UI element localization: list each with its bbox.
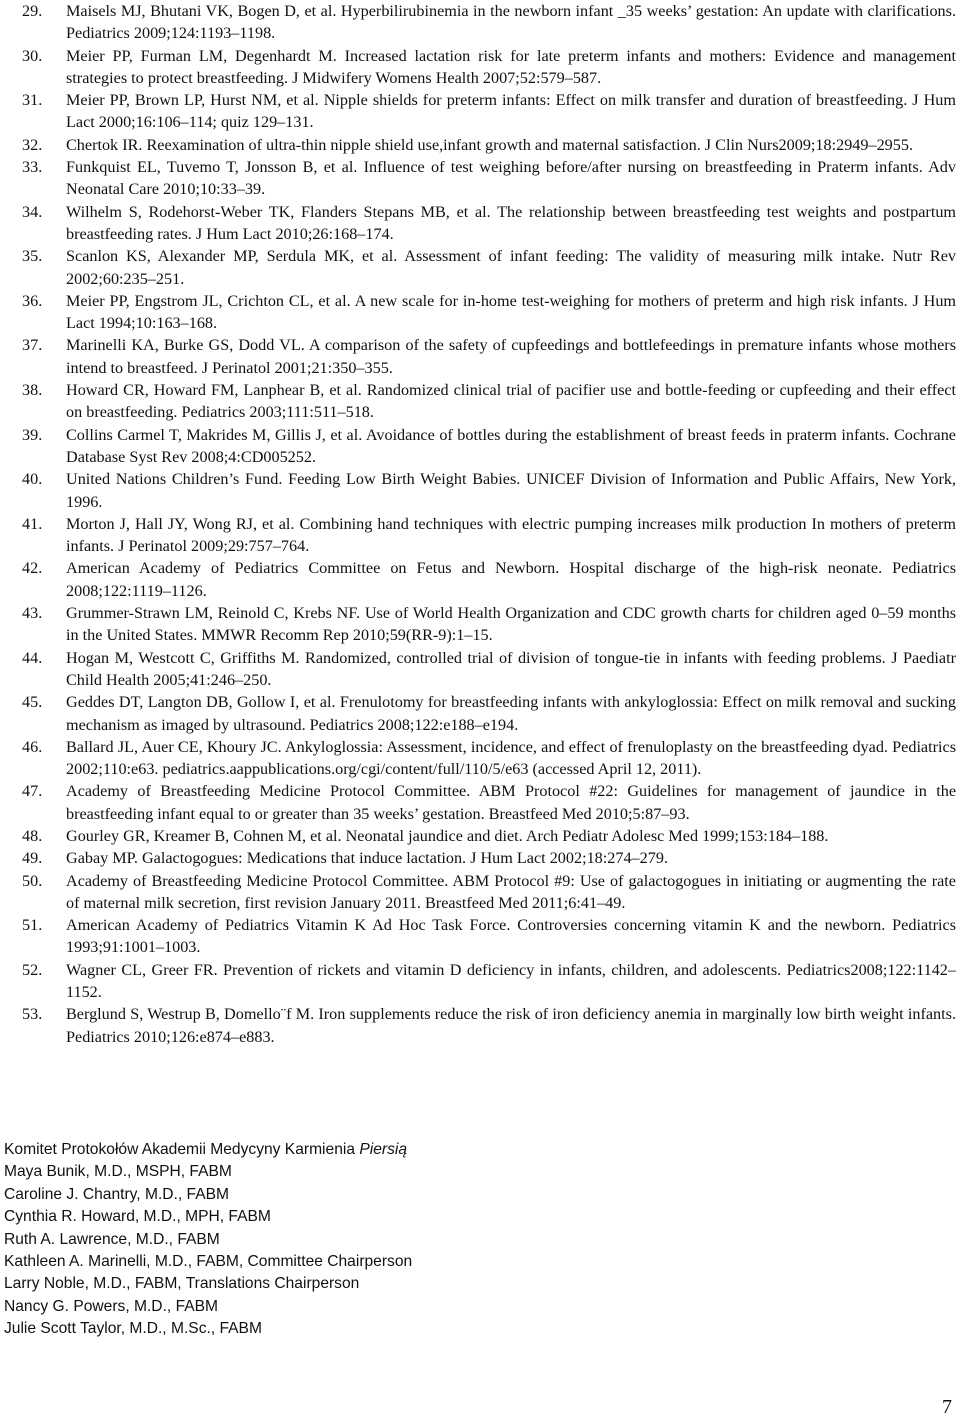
reference-text: Grummer-Strawn LM, Reinold C, Krebs NF. Use of World Health Organization and CDC growth charts for children aged 0–59 months in the United States. MMWR Recomm Rep 2010;59(RR-9):1–15. <box>66 604 956 645</box>
reference-text: Gourley GR, Kreamer B, Cohnen M, et al. Neonatal jaundice and diet. Arch Pediatr Adolesc Med 1999;153:184–188. <box>66 826 829 845</box>
reference-text: United Nations Children’s Fund. Feeding Low Birth Weight Babies. UNICEF Division of Information and Public Affairs, New York, 1996. <box>66 470 956 511</box>
reference-text: Berglund S, Westrup B, Domello¨f M. Iron supplements reduce the risk of iron deficiency anemia in marginally low birth weight infants. Pediatrics 2010;126:e874–e883. <box>66 1005 956 1046</box>
reference-number: 44. <box>22 648 43 667</box>
reference-item <box>0 736 960 781</box>
reference-number: 47. <box>22 782 43 801</box>
committee-member: Caroline J. Chantry, M.D., FABM <box>4 1185 230 1203</box>
reference-item <box>0 959 960 1004</box>
reference-text: Gabay MP. Galactogogues: Medications that induce lactation. J Hum Lact 2002;18:274–279. <box>66 849 668 868</box>
reference-text: Scanlon KS, Alexander MP, Serdula MK, et al. Assessment of infant feeding: The validity of measuring milk intake. Nutr Rev 2002;60:235–251. <box>66 247 956 288</box>
reference-item <box>0 468 960 513</box>
reference-item <box>0 156 960 201</box>
reference-text: Wilhelm S, Rodehorst-Weber TK, Flanders Stepans MB, et al. The relationship between breastfeeding test weights and postpartum breastfeeding rates. J Hum Lact 2010;26:168–174. <box>66 202 956 243</box>
reference-text: Howard CR, Howard FM, Lanphear B, et al. Randomized clinical trial of pacifier use and bottle-feeding or cupfeeding and their effect on breastfeeding. Pediatrics 2003;111:511–518. <box>66 381 956 422</box>
reference-number: 39. <box>22 425 43 444</box>
reference-text: Ballard JL, Auer CE, Khoury JC. Ankyloglossia: Assessment, incidence, and effect of frenuloplasty on the breastfeeding dyad. Pediatrics 2002;110:e63. pediatrics.aappublications.org/cgi/content/full/110/5/e63 (accessed April 12, 2011). <box>66 737 956 779</box>
reference-item <box>0 290 960 335</box>
reference-text: Meier PP, Furman LM, Degenhardt M. Increased lactation risk for late preterm infants and mothers: Evidence and management strategies to protect breastfeeding. J Midwifery Womens Health 2007;52:579–587. <box>66 46 956 87</box>
committee-member: Maya Bunik, M.D., MSPH, FABM <box>4 1163 232 1181</box>
reference-item <box>0 201 960 246</box>
reference-item <box>0 825 960 847</box>
committee-member: Larry Noble, M.D., FABM, Translations Chairperson <box>4 1275 360 1293</box>
reference-item <box>0 0 960 45</box>
reference-item <box>0 424 960 469</box>
reference-number: 42. <box>22 559 43 578</box>
reference-item <box>0 89 960 134</box>
reference-text: Marinelli KA, Burke GS, Dodd VL. A comparison of the safety of cupfeedings and bottlefeedings in premature infants whose mothers intend to breastfeed. J Perinatol 2001;21:350–355. <box>66 336 956 377</box>
reference-text: Meier PP, Brown LP, Hurst NM, et al. Nipple shields for preterm infants: Effect on milk transfer and duration of breastfeeding. J Hum Lact 2000;16:106–114; quiz 129–131. <box>66 91 956 132</box>
reference-item <box>0 557 960 602</box>
committee-member: Ruth A. Lawrence, M.D., FABM <box>4 1230 220 1248</box>
reference-text: Chertok IR. Reexamination of ultra-thin nipple shield use,infant growth and maternal satisfaction. J Clin Nurs2009;18:2949–2955. <box>66 135 913 154</box>
reference-number: 31. <box>22 91 43 110</box>
reference-number: 36. <box>22 291 43 310</box>
reference-text: Collins Carmel T, Makrides M, Gillis J, et al. Avoidance of bottles during the establishment of breast feeds in praterm infants. Cochrane Database Syst Rev 2008;4:CD005252. <box>66 425 956 466</box>
reference-number: 29. <box>22 2 43 20</box>
reference-item <box>0 1003 960 1048</box>
reference-item <box>0 602 960 647</box>
reference-number: 38. <box>22 381 43 400</box>
reference-number: 45. <box>22 693 43 712</box>
reference-number: 51. <box>22 916 43 935</box>
reference-text: Meier PP, Engstrom JL, Crichton CL, et al. A new scale for in-home test-weighing for mothers of preterm and high risk infants. J Hum Lact 1994;10:163–168. <box>66 291 956 333</box>
reference-number: 52. <box>22 960 43 979</box>
reference-text: Academy of Breastfeeding Medicine Protocol Committee. ABM Protocol #9: Use of galactogogues in initiating or augmenting the rate of maternal milk secretion, first revision January 2011. Breastfeed Med 2011;6:41–49. <box>66 871 956 912</box>
reference-item <box>0 914 960 959</box>
reference-item <box>0 45 960 90</box>
committee-member: Julie Scott Taylor, M.D., M.Sc., FABM <box>4 1320 262 1338</box>
reference-number: 43. <box>22 604 43 623</box>
committee-heading-main: Komitet Protokołów Akademii Medycyny Karmienia <box>4 1141 360 1158</box>
committee-heading-italic: Piersią <box>359 1141 408 1158</box>
reference-number: 49. <box>22 849 43 868</box>
reference-number: 50. <box>22 871 43 890</box>
reference-item <box>0 870 960 915</box>
reference-number: 48. <box>22 826 43 845</box>
reference-number: 46. <box>22 737 43 756</box>
reference-text: Morton J, Hall JY, Wong RJ, et al. Combining hand techniques with electric pumping increases milk production In mothers of preterm infants. J Perinatol 2009;29:757–764. <box>66 514 956 556</box>
reference-number: 34. <box>22 202 43 221</box>
reference-item <box>0 691 960 736</box>
reference-text: Academy of Breastfeeding Medicine Protocol Committee. ABM Protocol #22: Guidelines for management of jaundice in the breastfeeding infant equal to or greater than 35 weeks’ gestation. Breastfeed Med 2010;5:87–93. <box>66 782 956 823</box>
reference-text: American Academy of Pediatrics Vitamin K Ad Hoc Task Force. Controversies concerning vitamin K and the newborn. Pediatrics 1993;91:1001–1003. <box>66 916 956 957</box>
committee-member: Cynthia R. Howard, M.D., MPH, FABM <box>4 1208 271 1226</box>
committee-heading <box>4 1139 412 1161</box>
page-number: 7 <box>942 1396 952 1418</box>
reference-text: Hogan M, Westcott C, Griffiths M. Randomized, controlled trial of division of tongue-tie in infants with feeding problems. J Paediatr Child Health 2005;41:246–250. <box>66 648 956 689</box>
committee-section <box>4 1139 412 1341</box>
reference-number: 32. <box>22 135 43 154</box>
reference-number: 30. <box>22 46 43 65</box>
reference-item <box>0 647 960 692</box>
reference-text: Geddes DT, Langton DB, Gollow I, et al. Frenulotomy for breastfeeding infants with ankyloglossia: Effect on milk removal and sucking mechanism as imaged by ultrasound. Pediatrics 2008;122:e188–e194. <box>66 693 956 734</box>
reference-text: Wagner CL, Greer FR. Prevention of rickets and vitamin D deficiency in infants, children, and adolescents. Pediatrics2008;122:1142–1152. <box>66 960 956 1002</box>
reference-number: 33. <box>22 158 43 177</box>
reference-item <box>0 847 960 869</box>
reference-item <box>0 513 960 558</box>
reference-number: 41. <box>22 514 43 533</box>
reference-item <box>0 245 960 290</box>
reference-item <box>0 379 960 424</box>
reference-number: 37. <box>22 336 43 355</box>
reference-item <box>0 134 960 156</box>
reference-number: 53. <box>22 1005 43 1024</box>
reference-text: Maisels MJ, Bhutani VK, Bogen D, et al. Hyperbilirubinemia in the newborn infant _35 weeks’ gestation: An update with clarifications. Pediatrics 2009;124:1193–1198. <box>66 2 956 43</box>
reference-item <box>0 780 960 825</box>
reference-number: 35. <box>22 247 43 266</box>
reference-number: 40. <box>22 470 43 489</box>
reference-item <box>0 334 960 379</box>
reference-text: Funkquist EL, Tuvemo T, Jonsson B, et al. Influence of test weighing before/after nursing on breastfeeding in Praterm infants. Adv Neonatal Care 2010;10:33–39. <box>66 158 956 199</box>
committee-member: Kathleen A. Marinelli, M.D., FABM, Committee Chairperson <box>4 1253 413 1271</box>
committee-member: Nancy G. Powers, M.D., FABM <box>4 1297 219 1315</box>
reference-text: American Academy of Pediatrics Committee on Fetus and Newborn. Hospital discharge of the high-risk neonate. Pediatrics 2008;122:1119–1126. <box>66 559 956 600</box>
